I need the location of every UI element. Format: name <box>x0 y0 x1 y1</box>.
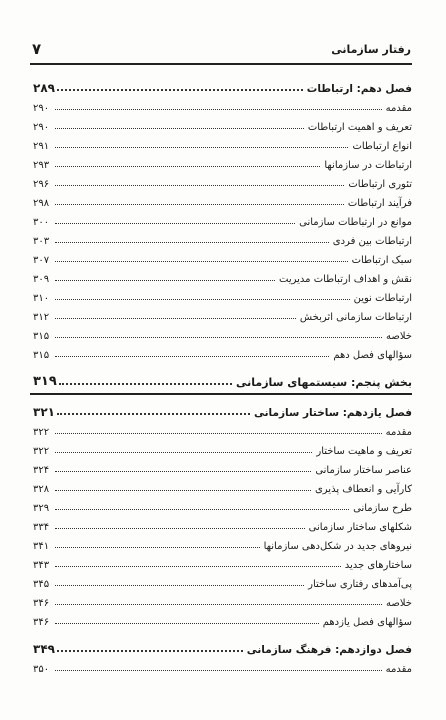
toc-page: ۳۱۰ <box>33 293 50 304</box>
toc-entry[interactable] <box>33 286 412 304</box>
leader-dots <box>55 604 382 605</box>
toc-entry[interactable] <box>33 96 412 114</box>
toc-page: ۳۲۹ <box>33 503 50 514</box>
toc-page: ۳۴۵ <box>33 579 50 590</box>
toc-label: سؤالهای فصل دهم <box>333 350 412 361</box>
toc-entry[interactable] <box>33 305 412 323</box>
toc-entry[interactable] <box>33 496 412 514</box>
toc-page: ۲۹۱ <box>33 141 50 152</box>
leader-dots <box>55 490 311 491</box>
toc-entry[interactable] <box>33 134 412 152</box>
toc-label: مقدمه <box>385 427 412 438</box>
toc-label: تعریف و ماهیت ساختار <box>316 446 412 457</box>
toc-label: انواع ارتباطات <box>352 141 412 152</box>
toc-label: سبک ارتباطات <box>351 255 412 266</box>
toc-chapter-heading[interactable] <box>33 638 412 656</box>
toc-page: ۲۹۶ <box>33 179 50 190</box>
toc-page: ۳۵۰ <box>33 664 50 675</box>
leader-dots <box>57 650 243 652</box>
toc-entry[interactable] <box>33 153 412 171</box>
toc-entry[interactable] <box>33 553 412 571</box>
toc-entry[interactable] <box>33 420 412 438</box>
toc-label: مقدمه <box>385 664 412 675</box>
leader-dots <box>55 585 304 586</box>
toc-page: ۳۱۲ <box>33 312 50 323</box>
toc-label: ارتباطات بین فردی <box>332 236 412 247</box>
toc-label: تعریف و اهمیت ارتباطات <box>307 122 412 133</box>
leader-dots <box>55 356 329 357</box>
toc-page: ۳۱۵ <box>33 350 50 361</box>
toc-page: ۳۴۱ <box>33 541 50 552</box>
toc-entry[interactable] <box>33 591 412 609</box>
toc-page: ۲۸۹ <box>33 81 55 95</box>
toc-entry[interactable] <box>33 534 412 552</box>
header-rule <box>30 63 412 65</box>
toc-label: کارآیی و انعطاف پذیری <box>314 484 412 495</box>
toc-label: مقدمه <box>385 103 412 114</box>
page-header <box>32 38 411 60</box>
toc-label: سؤالهای فصل یازدهم <box>322 617 412 628</box>
toc-page: ۳۲۸ <box>33 484 50 495</box>
toc-entry[interactable] <box>33 210 412 228</box>
toc-page: ۳۱۹ <box>33 374 57 389</box>
leader-dots <box>55 433 382 434</box>
toc-label: بخش پنجم: سیستمهای سازمانی <box>236 376 412 389</box>
toc-entry[interactable] <box>33 229 412 247</box>
toc-entry[interactable] <box>33 572 412 590</box>
toc-label: ارتباطات در سازمانها <box>324 160 412 171</box>
leader-dots <box>55 452 312 453</box>
toc-label: موانع در ارتباطات سازمانی <box>299 217 412 228</box>
toc-page: ۳۰۳ <box>33 236 50 247</box>
toc-entry[interactable] <box>33 324 412 342</box>
toc-label: شکلهای ساختار سازمانی <box>308 522 412 533</box>
toc-page: ۳۴۹ <box>33 642 55 656</box>
toc-label: فصل یازدهم: ساختار سازمانی <box>253 407 412 419</box>
leader-dots <box>55 670 382 671</box>
toc-label: نیروهای جدید در شکل‌دهی سازمانها <box>263 541 412 552</box>
toc-entry[interactable] <box>33 610 412 628</box>
toc-entry[interactable] <box>33 439 412 457</box>
toc-label: ساختارهای جدید <box>344 560 412 571</box>
leader-dots <box>55 223 295 224</box>
leader-dots <box>55 318 296 319</box>
leader-dots <box>55 471 311 472</box>
toc-entry[interactable] <box>33 343 412 361</box>
toc-page: ۲۹۳ <box>33 160 50 171</box>
toc-label: پی‌آمدهای رفتاری ساختار <box>308 579 412 590</box>
leader-dots <box>55 337 382 338</box>
toc-label: فرآیند ارتباطات <box>347 198 412 209</box>
toc-page: ۳۰۷ <box>33 255 50 266</box>
toc-page: ۳۲۲ <box>33 446 50 457</box>
toc-entry[interactable] <box>33 458 412 476</box>
leader-dots <box>55 547 260 548</box>
toc-label: عناصر ساختار سازمانی <box>315 465 412 476</box>
toc-label: خلاصه <box>385 598 412 609</box>
toc-page: ۳۲۱ <box>33 405 55 419</box>
toc-label: فصل دوازدهم: فرهنگ سازمانی <box>246 644 412 656</box>
toc-page: ۳۰۹ <box>33 274 50 285</box>
toc-label: ارتباطات سازمانی اثربخش <box>299 312 412 323</box>
running-title: رفتار سازمانی <box>331 42 411 56</box>
toc-part-heading[interactable] <box>33 371 412 389</box>
toc-page: ۳۳۴ <box>33 522 50 533</box>
toc-entry[interactable] <box>33 248 412 266</box>
toc-page: ۳۴۶ <box>33 617 50 628</box>
leader-dots <box>55 280 275 281</box>
leader-dots <box>57 413 250 415</box>
toc-entry[interactable] <box>33 172 412 190</box>
section-rule <box>30 393 412 395</box>
toc-chapter-heading[interactable] <box>33 77 412 95</box>
toc-entry[interactable] <box>33 191 412 209</box>
page-number: ۷ <box>32 40 42 58</box>
toc-page: ۲۹۰ <box>33 122 50 133</box>
leader-dots <box>55 204 344 205</box>
toc-entry[interactable] <box>33 115 412 133</box>
leader-dots <box>55 566 341 567</box>
toc-label: خلاصه <box>385 331 412 342</box>
leader-dots <box>55 242 329 243</box>
leader-dots <box>55 299 350 300</box>
leader-dots <box>57 89 303 91</box>
toc-page: ۳۲۴ <box>33 465 50 476</box>
leader-dots <box>55 166 320 167</box>
toc-entry[interactable] <box>33 515 412 533</box>
leader-dots <box>59 383 232 385</box>
toc-page: ۳۱۵ <box>33 331 50 342</box>
toc-page: ۳۴۳ <box>33 560 50 571</box>
leader-dots <box>55 528 305 529</box>
toc-label: فصل دهم: ارتباطات <box>306 83 412 95</box>
leader-dots <box>55 109 382 110</box>
toc-page: ۲۹۰ <box>33 103 50 114</box>
toc-entry[interactable] <box>33 267 412 285</box>
leader-dots <box>55 128 304 129</box>
toc-page: ۲۹۸ <box>33 198 50 209</box>
leader-dots <box>55 623 319 624</box>
toc-label: نقش و اهداف ارتباطات مدیریت <box>279 274 412 285</box>
leader-dots <box>55 185 344 186</box>
toc-chapter-heading[interactable] <box>33 401 412 419</box>
toc-entry[interactable] <box>33 657 412 675</box>
leader-dots <box>55 261 348 262</box>
toc-label: طرح سازمانی <box>353 503 412 514</box>
leader-dots <box>55 147 348 148</box>
toc-page: ۳۴۶ <box>33 598 50 609</box>
toc-page: ۳۲۲ <box>33 427 50 438</box>
toc-page: ۳۰۰ <box>33 217 50 228</box>
toc-label: ارتباطات نوین <box>353 293 412 304</box>
toc-entry[interactable] <box>33 477 412 495</box>
toc-label: تئوری ارتباطات <box>348 179 412 190</box>
leader-dots <box>55 509 349 510</box>
